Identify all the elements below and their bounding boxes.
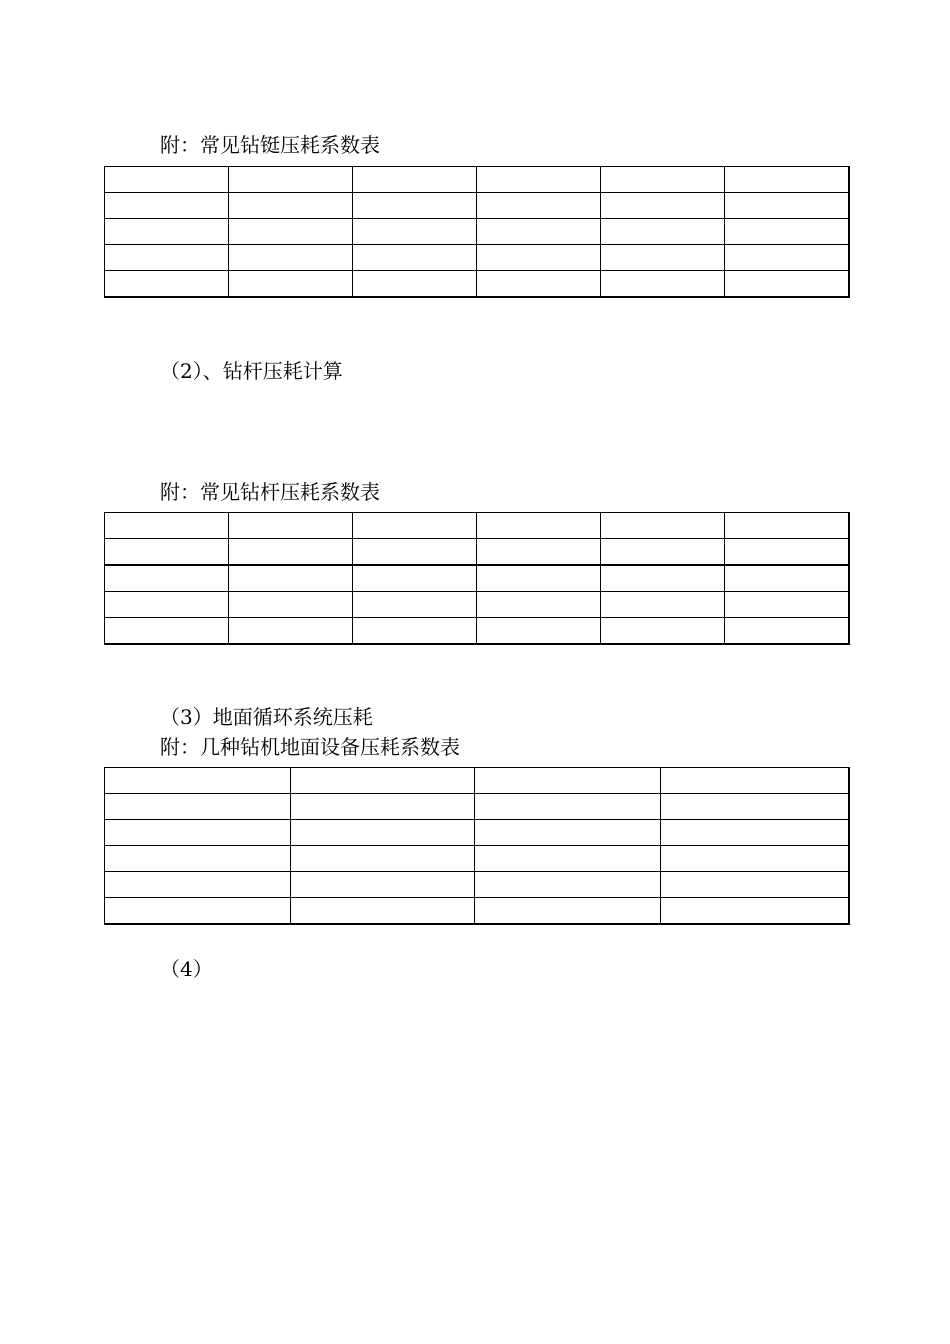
- table-cell: [229, 167, 353, 193]
- table-cell: [229, 513, 353, 539]
- table-cell: [477, 167, 601, 193]
- table-row: [105, 167, 849, 193]
- table-cell: [353, 219, 477, 245]
- table-cell: [105, 768, 291, 794]
- table-cell: [353, 539, 477, 566]
- table-row: [105, 768, 849, 794]
- table-row: [105, 193, 849, 219]
- table-cell: [725, 618, 849, 645]
- table-cell: [725, 592, 849, 618]
- table-cell: [353, 513, 477, 539]
- table-cell: [475, 898, 661, 925]
- table-cell: [105, 618, 229, 645]
- table-cell: [477, 513, 601, 539]
- table-cell: [475, 820, 661, 846]
- table-cell: [353, 565, 477, 592]
- table-row: [105, 794, 849, 820]
- table-row: [105, 539, 849, 566]
- table1-caption: 附：常见钻铤压耗系数表: [160, 133, 380, 157]
- table-cell: [661, 872, 849, 898]
- table-cell: [229, 271, 353, 298]
- table-cell: [661, 820, 849, 846]
- table-cell: [601, 513, 725, 539]
- table-cell: [291, 820, 475, 846]
- table-cell: [601, 271, 725, 298]
- table2-caption: 附：常见钻杆压耗系数表: [160, 480, 380, 504]
- table-row: [105, 271, 849, 298]
- table-cell: [475, 794, 661, 820]
- table-cell: [477, 592, 601, 618]
- table-cell: [229, 539, 353, 566]
- table-cell: [353, 245, 477, 271]
- table-cell: [477, 193, 601, 219]
- table-cell: [105, 513, 229, 539]
- table-row: [105, 898, 849, 925]
- table-cell: [291, 768, 475, 794]
- table-cell: [477, 539, 601, 566]
- table-cell: [291, 794, 475, 820]
- table-cell: [601, 592, 725, 618]
- table-cell: [229, 618, 353, 645]
- table-cell: [353, 167, 477, 193]
- table-row: [105, 846, 849, 872]
- table-cell: [229, 565, 353, 592]
- table-cell: [601, 193, 725, 219]
- table-cell: [601, 245, 725, 271]
- table-cell: [601, 618, 725, 645]
- table-cell: [353, 592, 477, 618]
- section2-heading: （2）、钻杆压耗计算: [160, 359, 343, 383]
- table-cell: [661, 768, 849, 794]
- table-cell: [725, 167, 849, 193]
- table-cell: [291, 872, 475, 898]
- table-cell: [229, 245, 353, 271]
- table-cell: [105, 565, 229, 592]
- section3-heading: （3）地面循环系统压耗: [160, 705, 373, 729]
- surface-equipment-coefficient-table: [104, 767, 850, 925]
- table-cell: [475, 846, 661, 872]
- table-cell: [477, 245, 601, 271]
- table-row: [105, 592, 849, 618]
- table-cell: [477, 565, 601, 592]
- table-cell: [725, 565, 849, 592]
- table-cell: [291, 898, 475, 925]
- table-cell: [105, 846, 291, 872]
- table-cell: [601, 539, 725, 566]
- table-cell: [661, 794, 849, 820]
- table-row: [105, 618, 849, 645]
- table-cell: [105, 872, 291, 898]
- table-row: [105, 565, 849, 592]
- table-cell: [725, 193, 849, 219]
- table-cell: [105, 167, 229, 193]
- table-cell: [475, 768, 661, 794]
- table-cell: [105, 820, 291, 846]
- drill-collar-coefficient-table: [104, 166, 850, 298]
- table-cell: [661, 846, 849, 872]
- table-cell: [105, 245, 229, 271]
- table-cell: [291, 846, 475, 872]
- table-cell: [725, 271, 849, 298]
- table-cell: [229, 219, 353, 245]
- table-cell: [105, 219, 229, 245]
- drill-pipe-coefficient-table: [104, 512, 850, 645]
- table-cell: [725, 539, 849, 566]
- table-cell: [725, 219, 849, 245]
- table-cell: [105, 193, 229, 219]
- table-cell: [601, 167, 725, 193]
- table-cell: [475, 872, 661, 898]
- table-cell: [601, 565, 725, 592]
- table-row: [105, 219, 849, 245]
- table-cell: [229, 193, 353, 219]
- table-row: [105, 245, 849, 271]
- table-cell: [105, 592, 229, 618]
- table-row: [105, 820, 849, 846]
- table-cell: [353, 618, 477, 645]
- table-cell: [477, 271, 601, 298]
- table-row: [105, 513, 849, 539]
- table-cell: [477, 219, 601, 245]
- table-row: [105, 872, 849, 898]
- table-cell: [229, 592, 353, 618]
- table3-caption: 附：几种钻机地面设备压耗系数表: [160, 735, 460, 759]
- table-cell: [477, 618, 601, 645]
- table-cell: [661, 898, 849, 925]
- table-cell: [105, 271, 229, 298]
- table-cell: [601, 219, 725, 245]
- table-cell: [725, 245, 849, 271]
- table-cell: [353, 193, 477, 219]
- table-cell: [353, 271, 477, 298]
- table-cell: [105, 794, 291, 820]
- table-cell: [105, 898, 291, 925]
- table-cell: [725, 513, 849, 539]
- section4-heading: （4）: [160, 957, 213, 981]
- table-cell: [105, 539, 229, 566]
